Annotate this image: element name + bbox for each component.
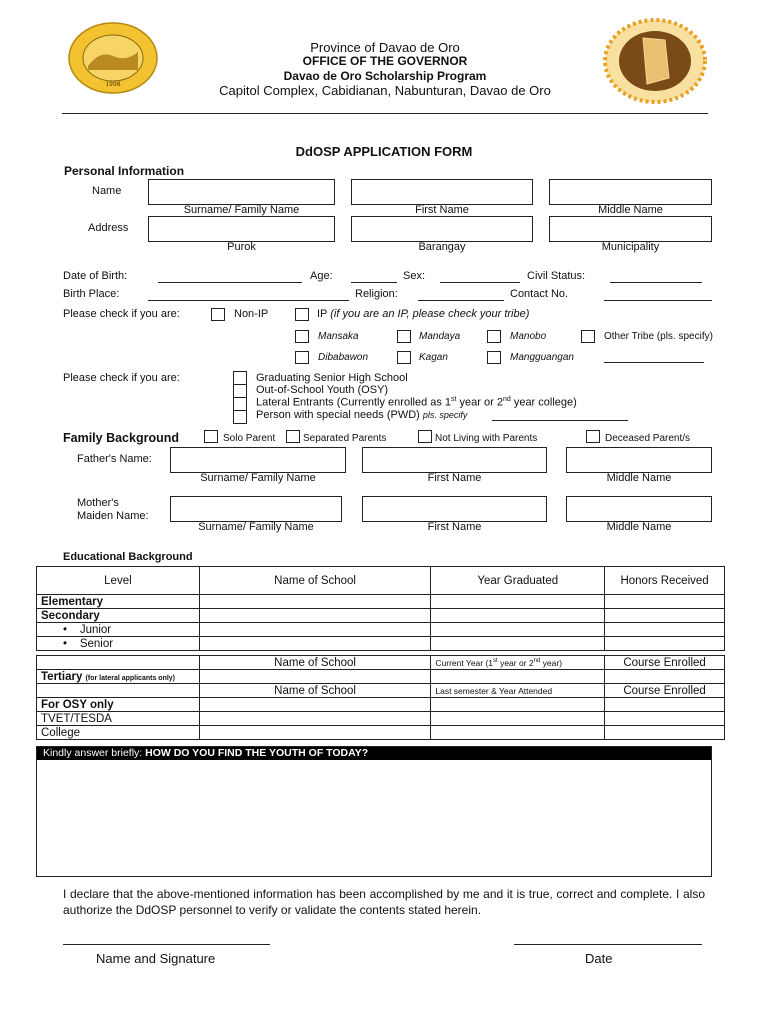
non-ip-checkbox[interactable]: [211, 308, 225, 321]
date-line[interactable]: [514, 944, 702, 945]
pwd-checkbox[interactable]: [233, 410, 247, 424]
mansaka-label: Mansaka: [318, 331, 359, 342]
other-tribe-field[interactable]: [604, 362, 704, 363]
dibabawon-label: Dibabawon: [318, 352, 369, 363]
religion-field[interactable]: [418, 300, 504, 301]
table-cell[interactable]: [199, 712, 431, 726]
pwd-specify-field[interactable]: [492, 420, 628, 421]
name-label: Name: [92, 185, 122, 197]
table-cell[interactable]: [431, 670, 605, 684]
province-seal-logo: [68, 22, 158, 94]
table-cell[interactable]: [431, 712, 605, 726]
age-label: Age:: [310, 270, 333, 282]
mother-middle-name-field[interactable]: [566, 496, 712, 522]
row-tertiary: Tertiary (for lateral applicants only): [37, 670, 200, 684]
mangguangan-checkbox[interactable]: [487, 351, 501, 364]
barangay-field[interactable]: [351, 216, 533, 242]
table-cell[interactable]: [199, 670, 431, 684]
table-cell[interactable]: [431, 623, 605, 637]
table-cell[interactable]: [605, 623, 725, 637]
father-middle-name-caption: Middle Name: [606, 472, 672, 484]
barangay-caption: Barangay: [418, 241, 466, 253]
table-cell: [37, 656, 200, 670]
col-header-level: Level: [37, 567, 200, 595]
table-cell[interactable]: [431, 726, 605, 740]
age-field[interactable]: [351, 282, 397, 283]
last-sem-header: Last semester & Year Attended: [431, 684, 605, 698]
course-enrolled-header: Course Enrolled: [605, 656, 725, 670]
osy-school-header: Name of School: [199, 684, 431, 698]
mandaya-label: Mandaya: [419, 331, 461, 342]
mother-surname-field[interactable]: [170, 496, 342, 522]
col-header-honors: Honors Received: [605, 567, 725, 595]
table-cell[interactable]: [199, 595, 431, 609]
lateral-entrant-label: Lateral Entrants (Currently enrolled as 1st year or 2nd year college): [256, 396, 577, 409]
table-cell: [199, 698, 431, 712]
graduating-shs-checkbox[interactable]: [233, 371, 247, 385]
kagan-checkbox[interactable]: [397, 351, 411, 364]
civil-status-field[interactable]: [610, 282, 702, 283]
row-junior: • Junior: [37, 623, 200, 637]
dibabawon-checkbox[interactable]: [295, 351, 309, 364]
purok-field[interactable]: [148, 216, 335, 242]
row-secondary: Secondary: [37, 609, 200, 623]
table-cell: [199, 609, 431, 623]
other-tribe-label: Other Tribe (pls. specify): [604, 331, 713, 342]
middle-name-caption: Middle Name: [598, 204, 663, 216]
father-first-name-field[interactable]: [362, 447, 547, 473]
table-cell[interactable]: [605, 670, 725, 684]
education-heading: Educational Background: [63, 551, 193, 563]
birthplace-label: Birth Place:: [63, 288, 120, 300]
sex-field[interactable]: [440, 282, 520, 283]
municipality-caption: Municipality: [601, 241, 660, 253]
civil-status-label: Civil Status:: [527, 270, 586, 282]
table-cell[interactable]: [605, 595, 725, 609]
father-middle-name-field[interactable]: [566, 447, 712, 473]
solo-parent-label: Solo Parent: [223, 433, 276, 444]
table-cell[interactable]: [431, 637, 605, 651]
table-cell[interactable]: [199, 637, 431, 651]
father-first-name-caption: First Name: [427, 472, 482, 484]
other-tribe-checkbox[interactable]: [581, 330, 595, 343]
mother-middle-name-caption: Middle Name: [606, 521, 672, 533]
header-office: OFFICE OF THE GOVERNOR: [302, 54, 468, 68]
table-cell[interactable]: [605, 712, 725, 726]
deceased-parents-label: Deceased Parent/s: [605, 433, 691, 444]
solo-parent-checkbox[interactable]: [204, 430, 218, 443]
row-college: College: [37, 726, 200, 740]
graduating-shs-label: Graduating Senior High School: [256, 372, 408, 384]
check-label-2: Please check if you are:: [63, 372, 180, 384]
not-living-checkbox[interactable]: [418, 430, 432, 443]
father-name-label: Father's Name:: [77, 453, 152, 465]
middle-name-field[interactable]: [549, 179, 712, 205]
table-cell: [605, 609, 725, 623]
first-name-caption: First Name: [415, 204, 469, 216]
mother-first-name-caption: First Name: [427, 521, 482, 533]
table-cell: [605, 698, 725, 712]
mandaya-checkbox[interactable]: [397, 330, 411, 343]
lateral-entrant-checkbox[interactable]: [233, 397, 247, 411]
address-label: Address: [88, 222, 129, 234]
surname-field[interactable]: [148, 179, 335, 205]
mother-label-line1: Mother's: [77, 497, 119, 509]
dob-label: Date of Birth:: [63, 270, 128, 282]
mansaka-checkbox[interactable]: [295, 330, 309, 343]
dob-field[interactable]: [158, 282, 302, 283]
table-cell: [37, 684, 200, 698]
purok-caption: Purok: [227, 241, 256, 253]
essay-box[interactable]: [36, 746, 712, 877]
signature-line[interactable]: [63, 944, 270, 945]
mother-label-line2: Maiden Name:: [77, 510, 149, 522]
header-divider: [62, 113, 708, 114]
table-cell[interactable]: [199, 623, 431, 637]
check-label-1: Please check if you are:: [63, 308, 180, 320]
essay-question: Kindly answer briefly: HOW DO YOU FIND THE YOUTH OF TODAY?: [37, 747, 711, 760]
header-province: Province of Davao de Oro: [310, 40, 460, 55]
tertiary-school-header: Name of School: [199, 656, 431, 670]
osy-course-header: Course Enrolled: [605, 684, 725, 698]
religion-label: Religion:: [355, 288, 398, 300]
education-table: [36, 566, 725, 740]
declaration-text: I declare that the above-mentioned information has been accomplished by me and it is true, correct and complete. I also authorize the DdOSP personnel to verify or validate the contents stated herein.: [63, 887, 705, 917]
ip-checkbox[interactable]: [295, 308, 309, 321]
personal-info-heading: Personal Information: [64, 164, 185, 178]
mangguangan-label: Mangguangan: [510, 352, 574, 363]
table-cell: [431, 609, 605, 623]
ip-label: IP (if you are an IP, please check your tribe): [317, 308, 530, 320]
kagan-label: Kagan: [419, 352, 448, 363]
row-elementary: Elementary: [37, 595, 200, 609]
first-name-field[interactable]: [351, 179, 533, 205]
table-cell[interactable]: [605, 726, 725, 740]
scholarship-program-logo: [603, 18, 707, 104]
father-surname-field[interactable]: [170, 447, 346, 473]
table-cell[interactable]: [605, 637, 725, 651]
municipality-field[interactable]: [549, 216, 712, 242]
table-cell[interactable]: [199, 726, 431, 740]
separated-parents-checkbox[interactable]: [286, 430, 300, 443]
manobo-checkbox[interactable]: [487, 330, 501, 343]
not-living-label: Not Living with Parents: [435, 433, 538, 444]
pwd-label: Person with special needs (PWD) pls. specify: [256, 409, 468, 421]
osy-label: Out-of-School Youth (OSY): [256, 384, 389, 396]
col-header-school: Name of School: [199, 567, 431, 595]
signature-label: Name and Signature: [96, 951, 216, 966]
mother-surname-caption: Surname/ Family Name: [198, 521, 314, 533]
ip-note: (if you are an IP, please check your tribe): [330, 308, 530, 320]
table-cell: [431, 698, 605, 712]
deceased-parents-checkbox[interactable]: [586, 430, 600, 443]
current-year-header: Current Year (1st year or 2nd year): [431, 656, 605, 670]
family-heading: Family Background: [63, 431, 179, 445]
osy-checkbox[interactable]: [233, 384, 247, 398]
sex-label: Sex:: [403, 270, 426, 282]
manobo-label: Manobo: [510, 331, 547, 342]
contact-label: Contact No.: [510, 288, 569, 300]
non-ip-label: Non-IP: [234, 308, 269, 320]
table-cell[interactable]: [431, 595, 605, 609]
father-surname-caption: Surname/ Family Name: [200, 472, 316, 484]
col-header-year: Year Graduated: [431, 567, 605, 595]
row-tvet: TVET/TESDA: [37, 712, 200, 726]
surname-caption: Surname/ Family Name: [183, 204, 300, 216]
seal-year: 1998: [105, 81, 121, 88]
form-title: DdOSP APPLICATION FORM: [295, 144, 473, 159]
header-address: Capitol Complex, Cabidianan, Nabunturan, Davao de Oro: [219, 83, 551, 98]
header-program: Davao de Oro Scholarship Program: [283, 69, 487, 83]
date-label: Date: [585, 951, 613, 966]
row-osy: For OSY only: [37, 698, 200, 712]
row-senior: • Senior: [37, 637, 200, 651]
contact-field[interactable]: [604, 300, 712, 301]
mother-first-name-field[interactable]: [362, 496, 547, 522]
separated-parents-label: Separated Parents: [303, 433, 387, 444]
birthplace-field[interactable]: [148, 300, 349, 301]
